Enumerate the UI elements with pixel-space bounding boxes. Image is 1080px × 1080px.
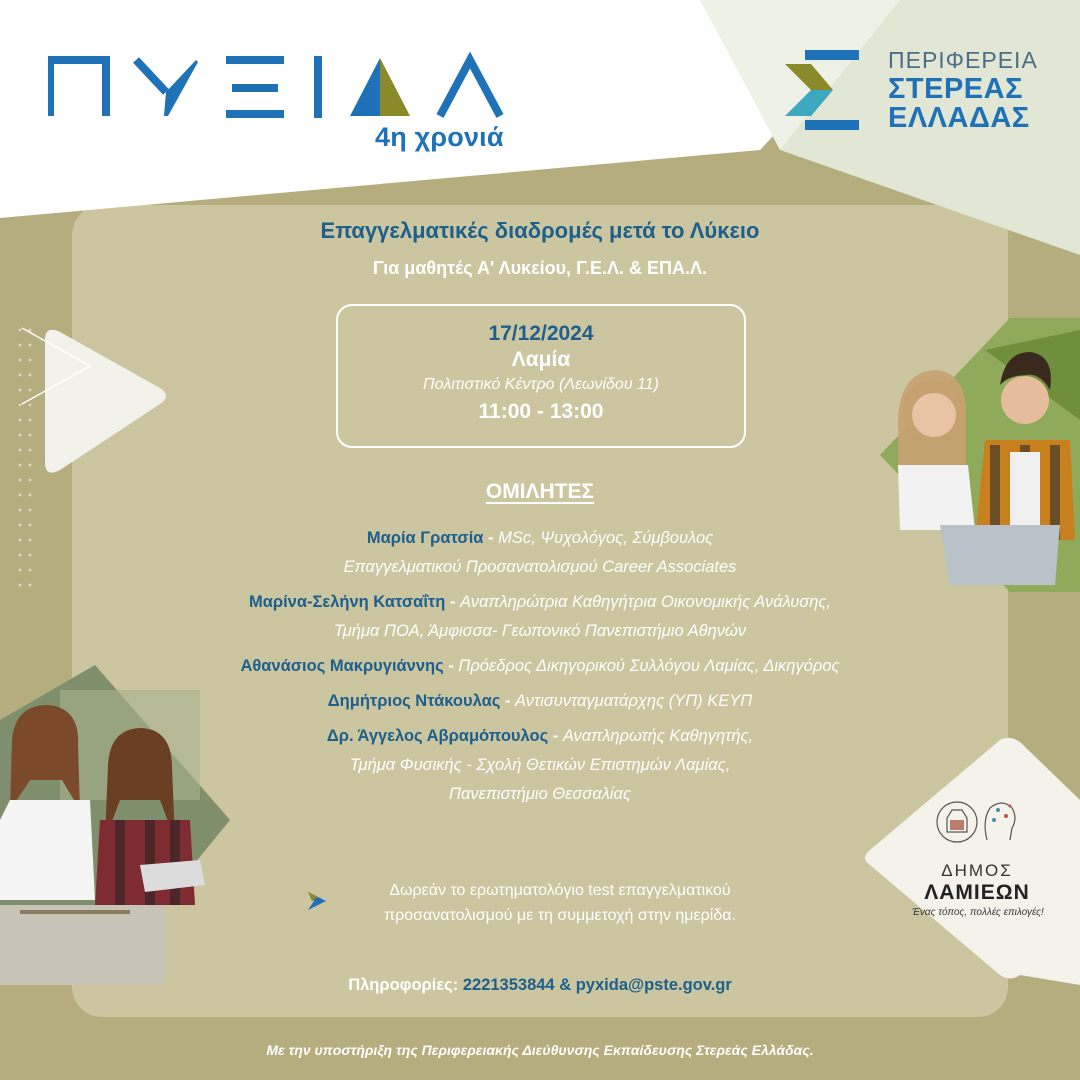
speaker-role: Αντισυνταγματάρχης (ΥΠ) ΚΕΥΠ [515, 692, 753, 710]
speaker-role: MSc, Ψυχολόγος, Σύμβουλος [498, 529, 714, 547]
speakers-heading [0, 480, 1080, 504]
event-audience: Για μαθητές Α' Λυκείου, Γ.Ε.Λ. & ΕΠΑ.Λ. [373, 258, 707, 278]
speaker-role: Αναπληρωτής Καθηγητής, [562, 727, 754, 745]
event-date: 17/12/2024 [488, 322, 594, 345]
municipality-logo [912, 790, 1042, 918]
municipality-line-2: ΛΑΜΙΕΩΝ [924, 881, 1030, 904]
speaker-name: Μαρίνα-Σελήνη Κατσαΐτη [248, 593, 446, 611]
event-details-box [336, 304, 746, 448]
region-line-3: ΕΛΛΑΔΑΣ [888, 102, 1030, 134]
speaker-item [160, 722, 920, 809]
region-line-2: ΣΤΕΡΕΑΣ [888, 73, 1023, 105]
sigma-icon [785, 48, 865, 132]
speaker-role-continued: Πανεπιστήμιο Θεσσαλίας [449, 785, 631, 803]
municipality-slogan: Ένας τόπος, πολλές επιλογές! [912, 907, 1044, 918]
speaker-item [160, 652, 920, 681]
speaker-name: Μαρία Γρατσία [366, 529, 484, 547]
separator-dash: - [448, 657, 454, 675]
region-logo-text [888, 46, 1038, 133]
separator-dash: - [552, 727, 559, 745]
edition-label: 4η χρονιά [375, 122, 504, 152]
contact-phone[interactable]: 2221353844 [462, 976, 555, 994]
free-test-line-2: προσανατολισμού με τη συμμετοχή στην ημερίδα. [384, 907, 736, 924]
speaker-role: Αναπληρώτρια Καθηγήτρια Οικονομικής Ανάλυσης, [460, 593, 831, 611]
municipality-emblem-icon [932, 790, 1022, 850]
speaker-name: Δημήτριος Ντάκουλας [327, 692, 501, 710]
free-test-line-1: Δωρεάν το ερωτηματολόγιο test επαγγελματικού [389, 882, 731, 899]
event-city: Λαμία [511, 348, 571, 371]
speakers-heading-text: ΟΜΙΛΗΤΕΣ [485, 480, 595, 503]
speaker-role-continued: Τμήμα ΠΟΑ, Άμφισσα- Γεωπονικό Πανεπιστήμιο Αθηνών [333, 622, 747, 640]
speaker-role: Πρόεδρος Δικηγορικού Συλλόγου Λαμίας, Δικηγόρος [458, 657, 840, 675]
separator-dash: - [449, 593, 456, 611]
arrow-icon [308, 892, 328, 910]
speaker-role-continued: Τμήμα Φυσικής - Σχολή Θετικών Επιστημών Λαμίας, [349, 756, 731, 774]
speakers-list [160, 524, 920, 815]
separator-dash: - [488, 529, 494, 547]
support-footer: Με την υποστήριξη της Περιφερειακής Διεύθυνσης Εκπαίδευσης Στερεάς Ελλάδας. [266, 1042, 814, 1058]
speaker-role-continued: Επαγγελματικού Προσανατολισμού Career Associates [343, 558, 737, 576]
contact-email[interactable]: pyxida@pste.gov.gr [575, 976, 732, 994]
contact-label: Πληροφορίες: [348, 976, 459, 994]
speaker-item [160, 588, 920, 646]
separator-dash: - [504, 692, 511, 710]
speaker-item [160, 524, 920, 582]
event-title: Επαγγελματικές διαδρομές μετά το Λύκειο [320, 218, 760, 243]
speaker-item [160, 687, 920, 716]
event-time: 11:00 - 13:00 [478, 400, 604, 423]
pyxida-logo [48, 52, 518, 122]
speaker-name: Δρ. Άγγελος Αβραμόπουλος [326, 727, 549, 745]
speaker-name: Αθανάσιος Μακρυγιάννης [240, 657, 444, 675]
free-test-note [330, 878, 790, 928]
municipality-line-1: ΔΗΜΟΣ [941, 861, 1013, 880]
event-venue: Πολιτιστικό Κέντρο (Λεωνίδου 11) [422, 376, 659, 393]
region-line-1: ΠΕΡΙΦΕΡΕΙΑ [888, 47, 1038, 73]
contact-info: Πληροφορίες: 2221353844 & pyxida@pste.gov.gr [348, 976, 732, 994]
